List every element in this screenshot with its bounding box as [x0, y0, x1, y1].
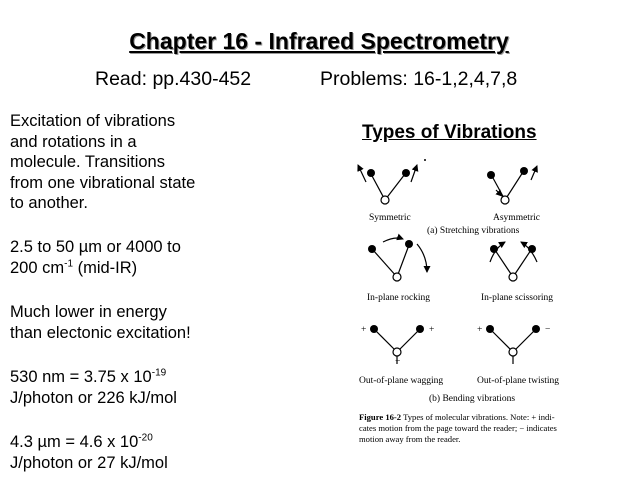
problem-assignment: Problems: 16-1,2,4,7,8: [320, 68, 518, 90]
vibrations-figure: [345, 152, 570, 462]
text-line: Much lower in energy: [10, 303, 167, 321]
text-line: from one vibrational state: [10, 173, 196, 192]
in-plane-rocking-diagram: [368, 238, 427, 281]
label-bending-vibrations: (b) Bending vibrations: [429, 394, 516, 404]
label-out-of-plane-twisting: Out-of-plane twisting: [477, 376, 560, 386]
text-line: 200 $cm^{-1}$ (mid-IR): [10, 258, 138, 277]
text-line: 530 nm = 3.75 x $10^{-19}$: [10, 367, 167, 386]
paragraph-energy-comparison: [10, 302, 191, 343]
text-line: J/photon or 27 kJ/mol: [10, 453, 168, 472]
text-line: 4.3 µm = 4.6 x $10^{-20}$: [10, 432, 153, 451]
out-of-plane-twisting-diagram: [486, 325, 540, 364]
figure-caption-line-3: motion away from the reader.: [359, 434, 461, 444]
minus-sign: −: [545, 325, 551, 335]
in-plane-scissoring-diagram: [490, 242, 537, 281]
text-line: than electonic excitation!: [10, 323, 191, 342]
paragraph-wavelength-range: [10, 237, 181, 278]
paragraph-4_3um-energy: [10, 432, 168, 473]
paragraph-530nm-energy: [10, 367, 177, 408]
text-line: to another.: [10, 194, 88, 212]
label-in-plane-scissoring: In-plane scissoring: [481, 293, 554, 303]
asymmetric-stretch-diagram: [487, 166, 537, 204]
label-stretching-vibrations: (a) Stretching vibrations: [427, 226, 520, 236]
plus-sign: +: [477, 325, 483, 335]
slide-title: Chapter 16 - Infrared Spectrometry: [129, 28, 509, 54]
text-line: J/photon or 226 kJ/mol: [10, 388, 177, 407]
paragraph-excitation: [10, 111, 195, 214]
minus-sign: −: [395, 357, 401, 367]
text-line: and rotations in a: [10, 132, 137, 151]
label-in-plane-rocking: In-plane rocking: [367, 293, 431, 303]
figure-caption-line-1: Figure 16-2 Types of molecular vibrations. Note: + indi-: [359, 412, 555, 422]
figure-heading: Types of Vibrations: [362, 122, 537, 143]
figure-caption-line-2: cates motion from the page toward the reader; − indicates: [359, 423, 557, 433]
text-line: Excitation of vibrations: [10, 112, 176, 130]
label-symmetric: Symmetric: [369, 213, 411, 223]
label-out-of-plane-wagging: Out-of-plane wagging: [359, 376, 444, 386]
text-line: 2.5 to 50 µm or 4000 to: [10, 238, 181, 256]
text-line: molecule. Transitions: [10, 153, 165, 171]
reading-assignment: Read: pp.430-452: [95, 68, 252, 90]
label-asymmetric: Asymmetric: [493, 213, 540, 223]
symmetric-stretch-diagram: [358, 159, 426, 204]
plus-sign: +: [429, 325, 435, 335]
plus-sign: +: [361, 325, 367, 335]
